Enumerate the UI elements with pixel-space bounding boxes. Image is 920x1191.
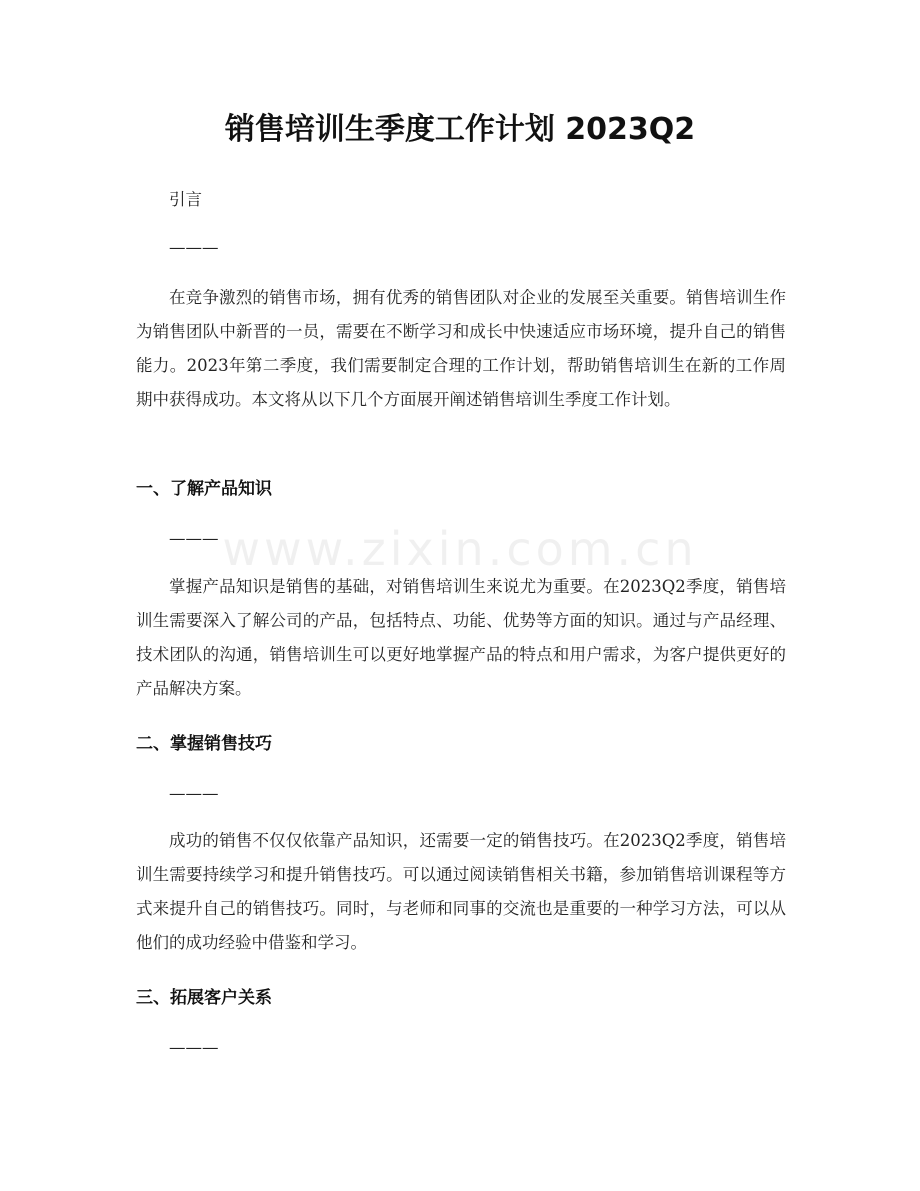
watermark: www.zixin.com.cn bbox=[222, 522, 698, 576]
intro-label: 引言 bbox=[169, 190, 202, 209]
section-heading-sales-skills: 二、掌握销售技巧 bbox=[136, 734, 272, 754]
document-title: 销售培训生季度工作计划 2023Q2 bbox=[224, 112, 696, 147]
separator: ——— bbox=[169, 238, 219, 257]
separator: ——— bbox=[169, 784, 219, 803]
intro-paragraph: 在竞争激烈的销售市场，拥有优秀的销售团队对企业的发展至关重要。销售培训生作为销售团队中新晋的一员，需要在不断学习和成长中快速适应市场环境，提升自己的销售能力。2023年第二季度，我们需要制定合理的工作计划，帮助销售培训生在新的工作周期中获得成功。本文将从以下几个方面展开阐述销售培训生季度工作计划。 bbox=[136, 288, 786, 409]
separator: ——— bbox=[169, 529, 219, 548]
separator: ——— bbox=[169, 1038, 219, 1057]
section-heading-product-knowledge: 一、了解产品知识 bbox=[136, 479, 272, 499]
paragraph-sales-skills: 成功的销售不仅仅依靠产品知识，还需要一定的销售技巧。在2023Q2季度，销售培训生需要持续学习和提升销售技巧。可以通过阅读销售相关书籍，参加销售培训课程等方式来提升自己的销售技巧。同时，与老师和同事的交流也是重要的一种学习方法，可以从他们的成功经验中借鉴和学习。 bbox=[136, 831, 786, 952]
section-heading-customer-relations: 三、拓展客户关系 bbox=[136, 988, 272, 1008]
paragraph-product-knowledge: 掌握产品知识是销售的基础，对销售培训生来说尤为重要。在2023Q2季度，销售培训生需要深入了解公司的产品，包括特点、功能、优势等方面的知识。通过与产品经理、技术团队的沟通，销售培训生可以更好地掌握产品的特点和用户需求，为客户提供更好的产品解决方案。 bbox=[136, 577, 786, 698]
